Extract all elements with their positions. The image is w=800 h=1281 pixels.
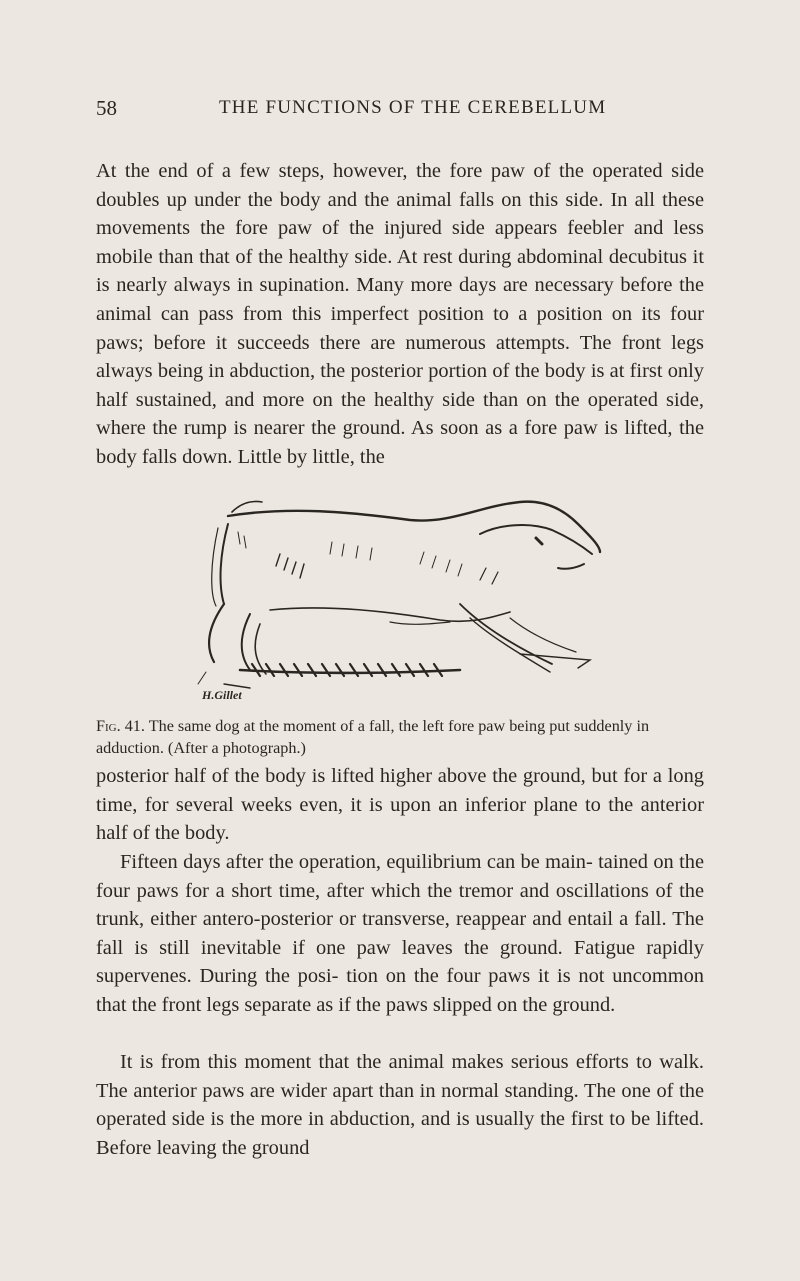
figure-caption — [96, 715, 704, 759]
caption-text: The same dog at the moment of a fall, the left fore paw being put suddenly in adduction. (After a photograph.) — [96, 717, 650, 757]
paragraph-1: At the end of a few steps, however, the fore paw of the operated side doubles up under the body and the animal falls on this side. In all these movements the fore paw of the injured side appears feebler and less mobile than that of the healthy side. At rest during abdominal decubitus it is nearly always in supination. Many more days are necessary before the animal can pass from this imperfect position to a position on its four paws; before it succeeds there are numerous attempts. The front legs always being in abduction, the posterior portion of the body is at first only half sustained, and more on the healthy side than on the operated side, where the rump is nearer the ground. As soon as a fore paw is lifted, the body falls down. Little by little, the — [96, 160, 704, 468]
dog-illustration — [180, 494, 630, 706]
figure-dog-fall — [180, 494, 630, 706]
illustrator-signature: H.Gillet — [202, 688, 242, 702]
page-number: 58 — [96, 96, 117, 120]
paragraph-2: posterior half of the body is lifted higher above the ground, but for a long time, for several weeks even, it is upon an inferior plane to the anterior half of the body. — [96, 765, 704, 845]
running-head: THE FUNCTIONS OF THE CEREBELLUM — [219, 97, 607, 118]
figure-label: Fig. 41. — [96, 717, 145, 735]
paragraph-3: Fifteen days after the operation, equilibrium can be main- tained on the four paws for a short time, after which the tremor and oscillations of the trunk, either antero-posterior or transverse, reappear and entail a fall. The fall is still inevitable if one paw leaves the ground. Fatigue rapidly supervenes. During the posi- tion on the four paws it is not uncommon that the front legs separate as if the paws slipped on the ground. — [96, 851, 704, 1016]
paragraph-4: It is from this moment that the animal makes serious efforts to walk. The anterior paws are wider apart than in normal standing. The one of the operated side is the more in abduction, and is usually the first to be lifted. Before leaving the ground — [96, 1051, 704, 1159]
